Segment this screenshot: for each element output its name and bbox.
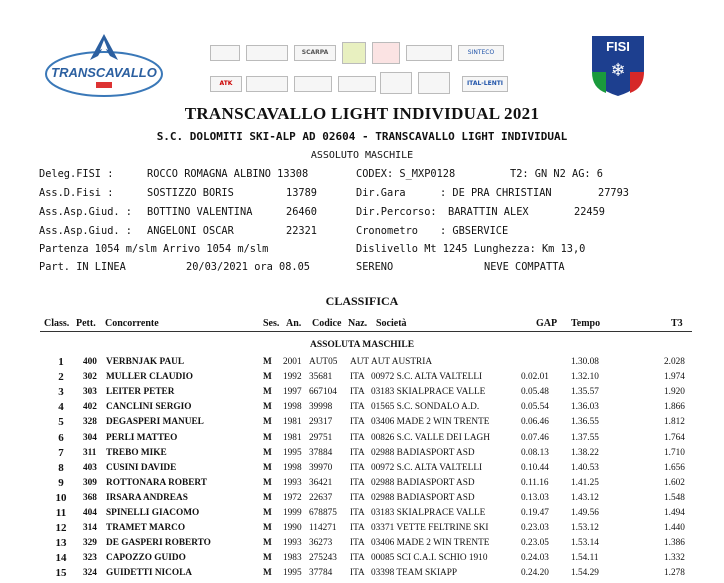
table-row (0, 523, 724, 538)
t3-cell: 1.386 (664, 538, 685, 549)
gap-cell: 0.23.03 (521, 523, 549, 534)
bib-cell: 303 (83, 387, 97, 398)
club-cell: 02988 BADIASPORT ASD (371, 492, 475, 503)
gap-cell: 0.23.05 (521, 538, 549, 549)
year-cell: 1972 (283, 492, 302, 503)
table-row (0, 433, 724, 448)
sponsor-logo (246, 45, 288, 61)
club-cell: 03406 MADE 2 WIN TRENTE (371, 538, 490, 549)
gap-cell: 0.08.13 (521, 447, 549, 458)
nat-cell: ITA (350, 417, 365, 428)
t3-cell: 1.602 (664, 477, 685, 488)
sponsor-logo (246, 76, 288, 92)
svg-text:FISI: FISI (606, 39, 630, 54)
bib-cell: 404 (83, 508, 97, 518)
name-cell: TRAMET MARCO (106, 523, 186, 534)
fisi-logo (588, 32, 648, 98)
code-cell: 667104 (309, 387, 337, 398)
club-cell: 00972 S.C. ALTA VALTELLI (371, 372, 483, 383)
col-gap: GAP (536, 318, 558, 329)
table-row (0, 463, 724, 478)
nat-cell: ITA (350, 462, 365, 473)
code-cell: 36273 (309, 538, 333, 549)
year-cell: 1998 (283, 402, 302, 413)
dirperc-label: Dir.Percorso: (356, 206, 437, 218)
table-row (0, 387, 724, 402)
year-cell: 1998 (283, 462, 302, 473)
year-cell: 1993 (283, 538, 302, 549)
gap-cell: 0.06.46 (521, 417, 549, 428)
gap-cell: 0.05.54 (521, 402, 549, 413)
nat-cell: ITA (350, 492, 365, 503)
sex-cell: M (263, 387, 272, 398)
name-cell: CANCLINI SERGIO (106, 402, 192, 413)
rank-cell: 15 (55, 567, 67, 580)
assd-value: SOSTIZZO BORIS (147, 187, 234, 199)
table-row (0, 538, 724, 553)
rank-cell: 14 (55, 552, 67, 565)
time-cell: 1.53.12 (571, 523, 599, 534)
sponsor-logos (200, 40, 530, 100)
code-cell: AUT05 (309, 357, 338, 367)
table-row (0, 568, 724, 583)
rank-cell: 13 (55, 537, 67, 550)
race-subtitle: S.C. DOLOMITI SKI-ALP AD 02604 - TRANSCAVALLO LIGHT INDIVIDUAL (156, 130, 568, 143)
rank-cell: 12 (55, 522, 67, 535)
year-cell: 1990 (283, 523, 302, 534)
sponsor-logo: ATK (210, 76, 242, 92)
code-cell: 35681 (309, 372, 333, 383)
col-sesso: Ses. (263, 318, 280, 329)
nat-cell: ITA (350, 402, 365, 413)
code-cell: 36421 (309, 477, 333, 488)
gap-cell: 0.11.16 (521, 477, 549, 488)
t3-cell: 1.494 (664, 508, 685, 518)
sex-cell: M (263, 447, 272, 458)
time-cell: 1.36.03 (571, 402, 599, 413)
name-cell: MULLER CLAUDIO (106, 372, 194, 383)
partenza-arrivo: Partenza 1054 m/slm Arrivo 1054 m/slm (39, 243, 269, 255)
page-title: TRANSCAVALLO LIGHT INDIVIDUAL 2021 (184, 104, 540, 123)
sponsor-logo (418, 72, 450, 94)
sex-cell: M (263, 538, 272, 549)
table-row (0, 417, 724, 432)
code-cell: 29751 (309, 432, 333, 443)
sex-cell: M (263, 508, 272, 518)
code-cell: 678875 (309, 508, 337, 518)
sex-cell: M (263, 568, 272, 579)
gap-cell: 0.24.20 (521, 568, 549, 579)
club-cell: 00826 S.C. VALLE DEI LAGH (371, 432, 490, 443)
nat-cell: ITA (350, 523, 365, 534)
nat-cell: ITA (350, 508, 365, 518)
bib-cell: 328 (83, 417, 97, 428)
time-cell: 1.54.29 (571, 568, 599, 579)
time-cell: 1.49.56 (571, 508, 599, 518)
year-cell: 1993 (283, 477, 302, 488)
col-nazione: Naz. (348, 318, 368, 329)
club-cell: 00085 SCI C.A.I. SCHIO 1910 (371, 553, 488, 564)
name-cell: DE GASPERI ROBERTO (106, 538, 211, 549)
code-cell: 37884 (309, 447, 333, 458)
sponsor-logo (380, 72, 412, 94)
sex-cell: M (263, 462, 272, 473)
year-cell: 1983 (283, 553, 302, 564)
name-cell: TREBO MIKE (106, 447, 167, 458)
club-cell: 02988 BADIASPORT ASD (371, 447, 475, 458)
sex-cell: M (263, 492, 272, 503)
col-class: Class. (44, 318, 70, 329)
time-cell: 1.30.08 (571, 357, 599, 367)
name-cell: VERBNJAK PAUL (106, 357, 185, 367)
col-t3: T3 (671, 318, 683, 329)
club-cell: 01565 S.C. SONDALO A.D. (371, 402, 480, 413)
rank-cell: 7 (58, 446, 64, 459)
partenza-tipo: Part. IN LINEA (39, 261, 126, 273)
nat-cell: ITA (350, 477, 365, 488)
year-cell: 1981 (283, 417, 302, 428)
code-cell: 114271 (309, 523, 337, 534)
svg-text:❄: ❄ (610, 60, 626, 81)
sex-cell: M (263, 372, 272, 383)
dislivello-lunghezza: Dislivello Mt 1245 Lunghezza: Km 13,0 (356, 243, 586, 255)
sponsor-logo: SCARPA (294, 45, 336, 61)
dirgara-value: : DE PRA CHRISTIAN (440, 187, 552, 199)
rank-cell: 3 (58, 386, 64, 399)
nat-cell: AUT (350, 357, 370, 367)
col-tempo: Tempo (571, 318, 601, 329)
bib-cell: 302 (83, 372, 97, 383)
sex-cell: M (263, 477, 272, 488)
asp2-value: ANGELONI OSCAR (147, 225, 234, 237)
year-cell: 1997 (283, 387, 302, 398)
nat-cell: ITA (350, 387, 365, 398)
dirgara-label: Dir.Gara (356, 187, 406, 199)
table-row (0, 372, 724, 387)
gap-cell: 0.07.46 (521, 432, 549, 443)
t3-cell: 2.028 (664, 357, 685, 367)
gap-cell: 0.13.03 (521, 492, 549, 503)
classifica-title: CLASSIFICA (325, 294, 399, 308)
rank-cell: 10 (55, 491, 67, 504)
code-cell: 39970 (309, 462, 333, 473)
name-cell: CUSINI DAVIDE (106, 462, 177, 473)
header-divider (40, 331, 692, 332)
table-row (0, 448, 724, 463)
bib-cell: 402 (83, 402, 97, 413)
code-cell: 39998 (309, 402, 333, 413)
deleg-value: ROCCO ROMAGNA ALBINO 13308 (147, 168, 309, 180)
asp1-code: 26460 (286, 206, 317, 218)
sex-cell: M (263, 402, 272, 413)
sex-cell: M (263, 523, 272, 534)
bib-cell: 323 (83, 553, 97, 564)
col-anno: An. (286, 318, 302, 329)
table-row (0, 478, 724, 493)
year-cell: 1999 (283, 508, 302, 518)
t3-cell: 1.332 (664, 553, 685, 564)
table-row (0, 553, 724, 568)
race-category: ASSOLUTO MASCHILE (310, 150, 414, 161)
sponsor-logo (210, 45, 240, 61)
race-date-time: 20/03/2021 ora 08.05 (186, 261, 310, 273)
t3-cell: 1.548 (664, 492, 685, 503)
name-cell: IRSARA ANDREAS (106, 492, 188, 503)
time-cell: 1.54.11 (571, 553, 599, 564)
bib-cell: 311 (83, 447, 97, 458)
t2-value: T2: GN N2 AG: 6 (510, 168, 603, 180)
asp2-code: 22321 (286, 225, 317, 237)
time-cell: 1.32.10 (571, 372, 599, 383)
t3-cell: 1.920 (664, 387, 685, 398)
rank-cell: 8 (58, 461, 64, 474)
codex-value: CODEX: S_MXP0128 (356, 168, 456, 180)
sex-cell: M (263, 357, 272, 367)
time-cell: 1.41.25 (571, 477, 599, 488)
rank-cell: 9 (58, 476, 64, 489)
name-cell: GUIDETTI NICOLA (106, 568, 193, 579)
club-cell: 02988 BADIASPORT ASD (371, 477, 475, 488)
t3-cell: 1.866 (664, 402, 685, 413)
svg-text:TRANSCAVALLO: TRANSCAVALLO (51, 65, 157, 80)
year-cell: 1995 (283, 568, 302, 579)
time-cell: 1.40.53 (571, 462, 599, 473)
col-codice: Codice (312, 318, 342, 329)
club-cell: 03406 MADE 2 WIN TRENTE (371, 417, 490, 428)
crono-value: : GBSERVICE (440, 225, 509, 237)
code-cell: 29317 (309, 417, 333, 428)
assd-code: 13789 (286, 187, 317, 199)
bib-cell: 304 (83, 432, 97, 443)
gap-cell: 0.24.03 (521, 553, 549, 564)
club-cell: 03371 VETTE FELTRINE SKI (371, 523, 489, 534)
neve: NEVE COMPATTA (484, 261, 565, 273)
section-title: ASSOLUTA MASCHILE (309, 340, 415, 350)
code-cell: 22637 (309, 492, 333, 503)
year-cell: 1995 (283, 447, 302, 458)
name-cell: DEGASPERI MANUEL (106, 417, 204, 428)
table-row (0, 357, 724, 372)
nat-cell: ITA (350, 432, 365, 443)
name-cell: PERLI MATTEO (106, 432, 178, 443)
nat-cell: ITA (350, 553, 365, 564)
dirperc-code: 22459 (574, 206, 605, 218)
assd-label: Ass.D.Fisi : (39, 187, 114, 199)
year-cell: 2001 (283, 357, 302, 367)
name-cell: CAPOZZO GUIDO (106, 553, 186, 564)
bib-cell: 400 (83, 357, 97, 367)
nat-cell: ITA (350, 447, 365, 458)
deleg-label: Deleg.FISI : (39, 168, 114, 180)
year-cell: 1992 (283, 372, 302, 383)
sponsor-logo (372, 42, 400, 64)
bib-cell: 403 (83, 462, 97, 473)
sponsor-logo: SINTECO (458, 45, 504, 61)
t3-cell: 1.710 (664, 447, 685, 458)
club-cell: 03183 SKIALPRACE VALLE (371, 387, 486, 398)
nat-cell: ITA (350, 568, 365, 579)
bib-cell: 368 (83, 492, 97, 503)
table-row (0, 508, 724, 523)
gap-cell: 0.19.47 (521, 508, 549, 518)
t3-cell: 1.812 (664, 417, 685, 428)
year-cell: 1981 (283, 432, 302, 443)
sponsor-logo (342, 42, 366, 64)
col-concorrente: Concorrente (105, 318, 159, 329)
asp2-label: Ass.Asp.Giud. : (39, 225, 132, 237)
code-cell: 37784 (309, 568, 333, 579)
t3-cell: 1.278 (664, 568, 685, 579)
rank-cell: 2 (58, 371, 64, 384)
rank-cell: 11 (55, 507, 67, 519)
table-row (0, 402, 724, 417)
rank-cell: 5 (58, 416, 64, 429)
t3-cell: 1.440 (664, 523, 685, 534)
t3-cell: 1.656 (664, 462, 685, 473)
name-cell: ROTTONARA ROBERT (106, 477, 208, 488)
sex-cell: M (263, 553, 272, 564)
nat-cell: ITA (350, 538, 365, 549)
time-cell: 1.53.14 (571, 538, 599, 549)
t3-cell: 1.764 (664, 432, 685, 443)
rank-cell: 6 (58, 431, 64, 444)
name-cell: LEITER PETER (106, 387, 175, 398)
bib-cell: 329 (83, 538, 97, 549)
club-cell: AUT AUSTRIA (371, 357, 433, 367)
col-pett: Pett. (76, 318, 96, 329)
transcavallo-logo (42, 30, 166, 108)
dirgara-code: 27793 (598, 187, 629, 199)
nat-cell: ITA (350, 372, 365, 383)
rank-cell: 4 (58, 401, 64, 414)
col-societa: Società (376, 318, 407, 329)
asp1-value: BOTTINO VALENTINA (147, 206, 253, 218)
time-cell: 1.35.57 (571, 387, 599, 398)
sex-cell: M (263, 432, 272, 443)
club-cell: 03398 TEAM SKIAPP (371, 568, 458, 579)
sex-cell: M (263, 417, 272, 428)
rank-cell: 1 (58, 356, 64, 368)
bib-cell: 324 (83, 568, 97, 579)
gap-cell: 0.02.01 (521, 372, 549, 383)
gap-cell: 0.05.48 (521, 387, 549, 398)
asp1-label: Ass.Asp.Giud. : (39, 206, 132, 218)
table-row (0, 493, 724, 508)
code-cell: 275243 (309, 553, 337, 564)
t3-cell: 1.974 (664, 372, 685, 383)
gap-cell: 0.10.44 (521, 462, 549, 473)
bib-cell: 314 (83, 523, 97, 534)
sponsor-logo (294, 76, 332, 92)
sponsor-logo (406, 45, 452, 61)
club-cell: 03183 SKIALPRACE VALLE (371, 508, 486, 518)
time-cell: 1.43.12 (571, 492, 599, 503)
sponsor-logo: ITAL-LENTI (462, 76, 508, 92)
bib-cell: 309 (83, 477, 97, 488)
sponsor-logo (338, 76, 376, 92)
time-cell: 1.38.22 (571, 447, 599, 458)
time-cell: 1.37.55 (571, 432, 599, 443)
name-cell: SPINELLI GIACOMO (106, 508, 200, 518)
club-cell: 00972 S.C. ALTA VALTELLI (371, 462, 483, 473)
meteo: SERENO (356, 261, 394, 273)
crono-label: Cronometro (356, 225, 418, 237)
dirperc-value: BARATTIN ALEX (448, 206, 529, 218)
time-cell: 1.36.55 (571, 417, 599, 428)
